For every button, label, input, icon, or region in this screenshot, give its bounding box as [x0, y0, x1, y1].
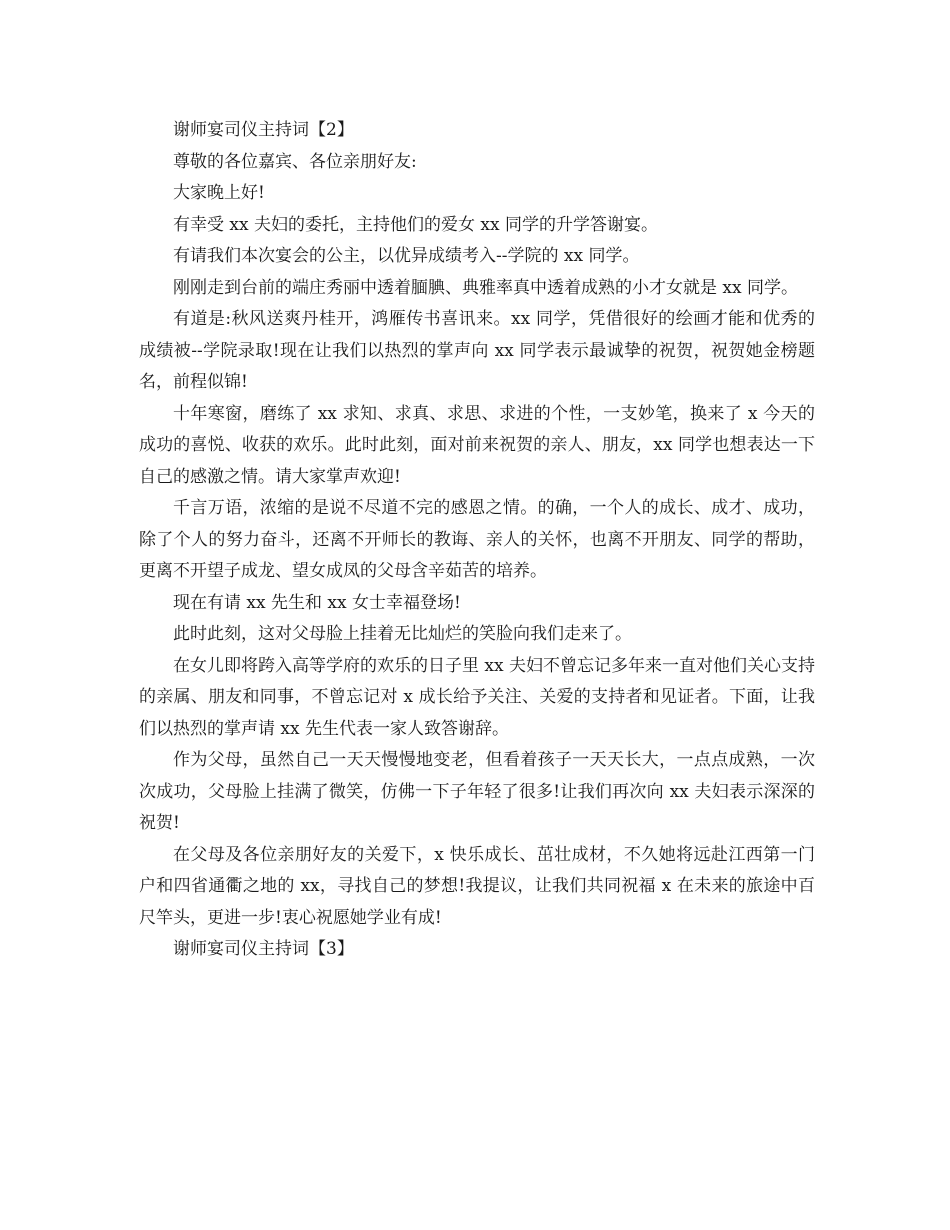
greeting: 大家晚上好! — [173, 183, 265, 203]
paragraph: 现在有请 xx 先生和 xx 女士幸福登场! — [173, 592, 461, 613]
paragraph: 有道是:秋风送爽丹桂开，鸿雁传书喜讯来。xx 同学，凭借很好的绘画才能和优秀的成绩被--学院录取!现在让我们以热烈的掌声向 xx 同学表示最诚挚的祝贺，祝贺她金榜题名，前程似锦! — [139, 309, 815, 392]
paragraph: 在女儿即将跨入高等学府的欢乐的日子里 xx 夫妇不曾忘记多年来一直对他们关心支持的亲属、朋友和同事，不曾忘记对 x 成长给予关注、关爱的支持者和见证者。下面，让我们以热烈的掌声请 xx 先生代表一家人致答谢辞。 — [139, 655, 815, 739]
paragraph: 此时此刻，这对父母脸上挂着无比灿烂的笑脸向我们走来了。 — [173, 624, 632, 644]
section-heading: 谢师宴司仪主持词【2】 — [173, 120, 354, 140]
section-heading: 谢师宴司仪主持词【3】 — [173, 939, 354, 959]
paragraph: 有请我们本次宴会的公主，以优异成绩考入--学院的 xx 同学。 — [173, 246, 640, 266]
paragraph: 作为父母，虽然自己一天天慢慢地变老，但看着孩子一天天长大，一点点成熟，一次次成功，父母脸上挂满了微笑，仿佛一下子年轻了很多!让我们再次向 xx 夫妇表示深深的祝贺! — [139, 750, 815, 833]
paragraph: 刚刚走到台前的端庄秀丽中透着腼腆、典雅率真中透着成熟的小才女就是 xx 同学。 — [173, 277, 798, 298]
paragraph: 十年寒窗，磨练了 xx 求知、求真、求思、求进的个性，一支妙笔，换来了 x 今天的成功的喜悦、收获的欢乐。此时此刻，面对前来祝贺的亲人、朋友，xx 同学也想表达一下自己的感激之情。请大家掌声欢迎! — [139, 403, 815, 487]
paragraph: 在父母及各位亲朋好友的关爱下，x 快乐成长、茁壮成材，不久她将远赴江西第一门户和四省通衢之地的 xx，寻找自己的梦想!我提议，让我们共同祝福 x 在未来的旅途中百尺竿头，更进一步!衷心祝愿她学业有成! — [139, 844, 815, 928]
paragraph: 千言万语，浓缩的是说不尽道不完的感恩之情。的确，一个人的成长、成才、成功，除了个人的努力奋斗，还离不开师长的教诲、亲人的关怀，也离不开朋友、同学的帮助，更离不开望子成龙、望女成凤的父母含辛茹苦的培养。 — [139, 498, 815, 581]
paragraph: 有幸受 xx 夫妇的委托，主持他们的爱女 xx 同学的升学答谢宴。 — [173, 214, 658, 235]
document-body — [139, 115, 815, 966]
salutation: 尊敬的各位嘉宾、各位亲朋好友: — [173, 151, 417, 172]
